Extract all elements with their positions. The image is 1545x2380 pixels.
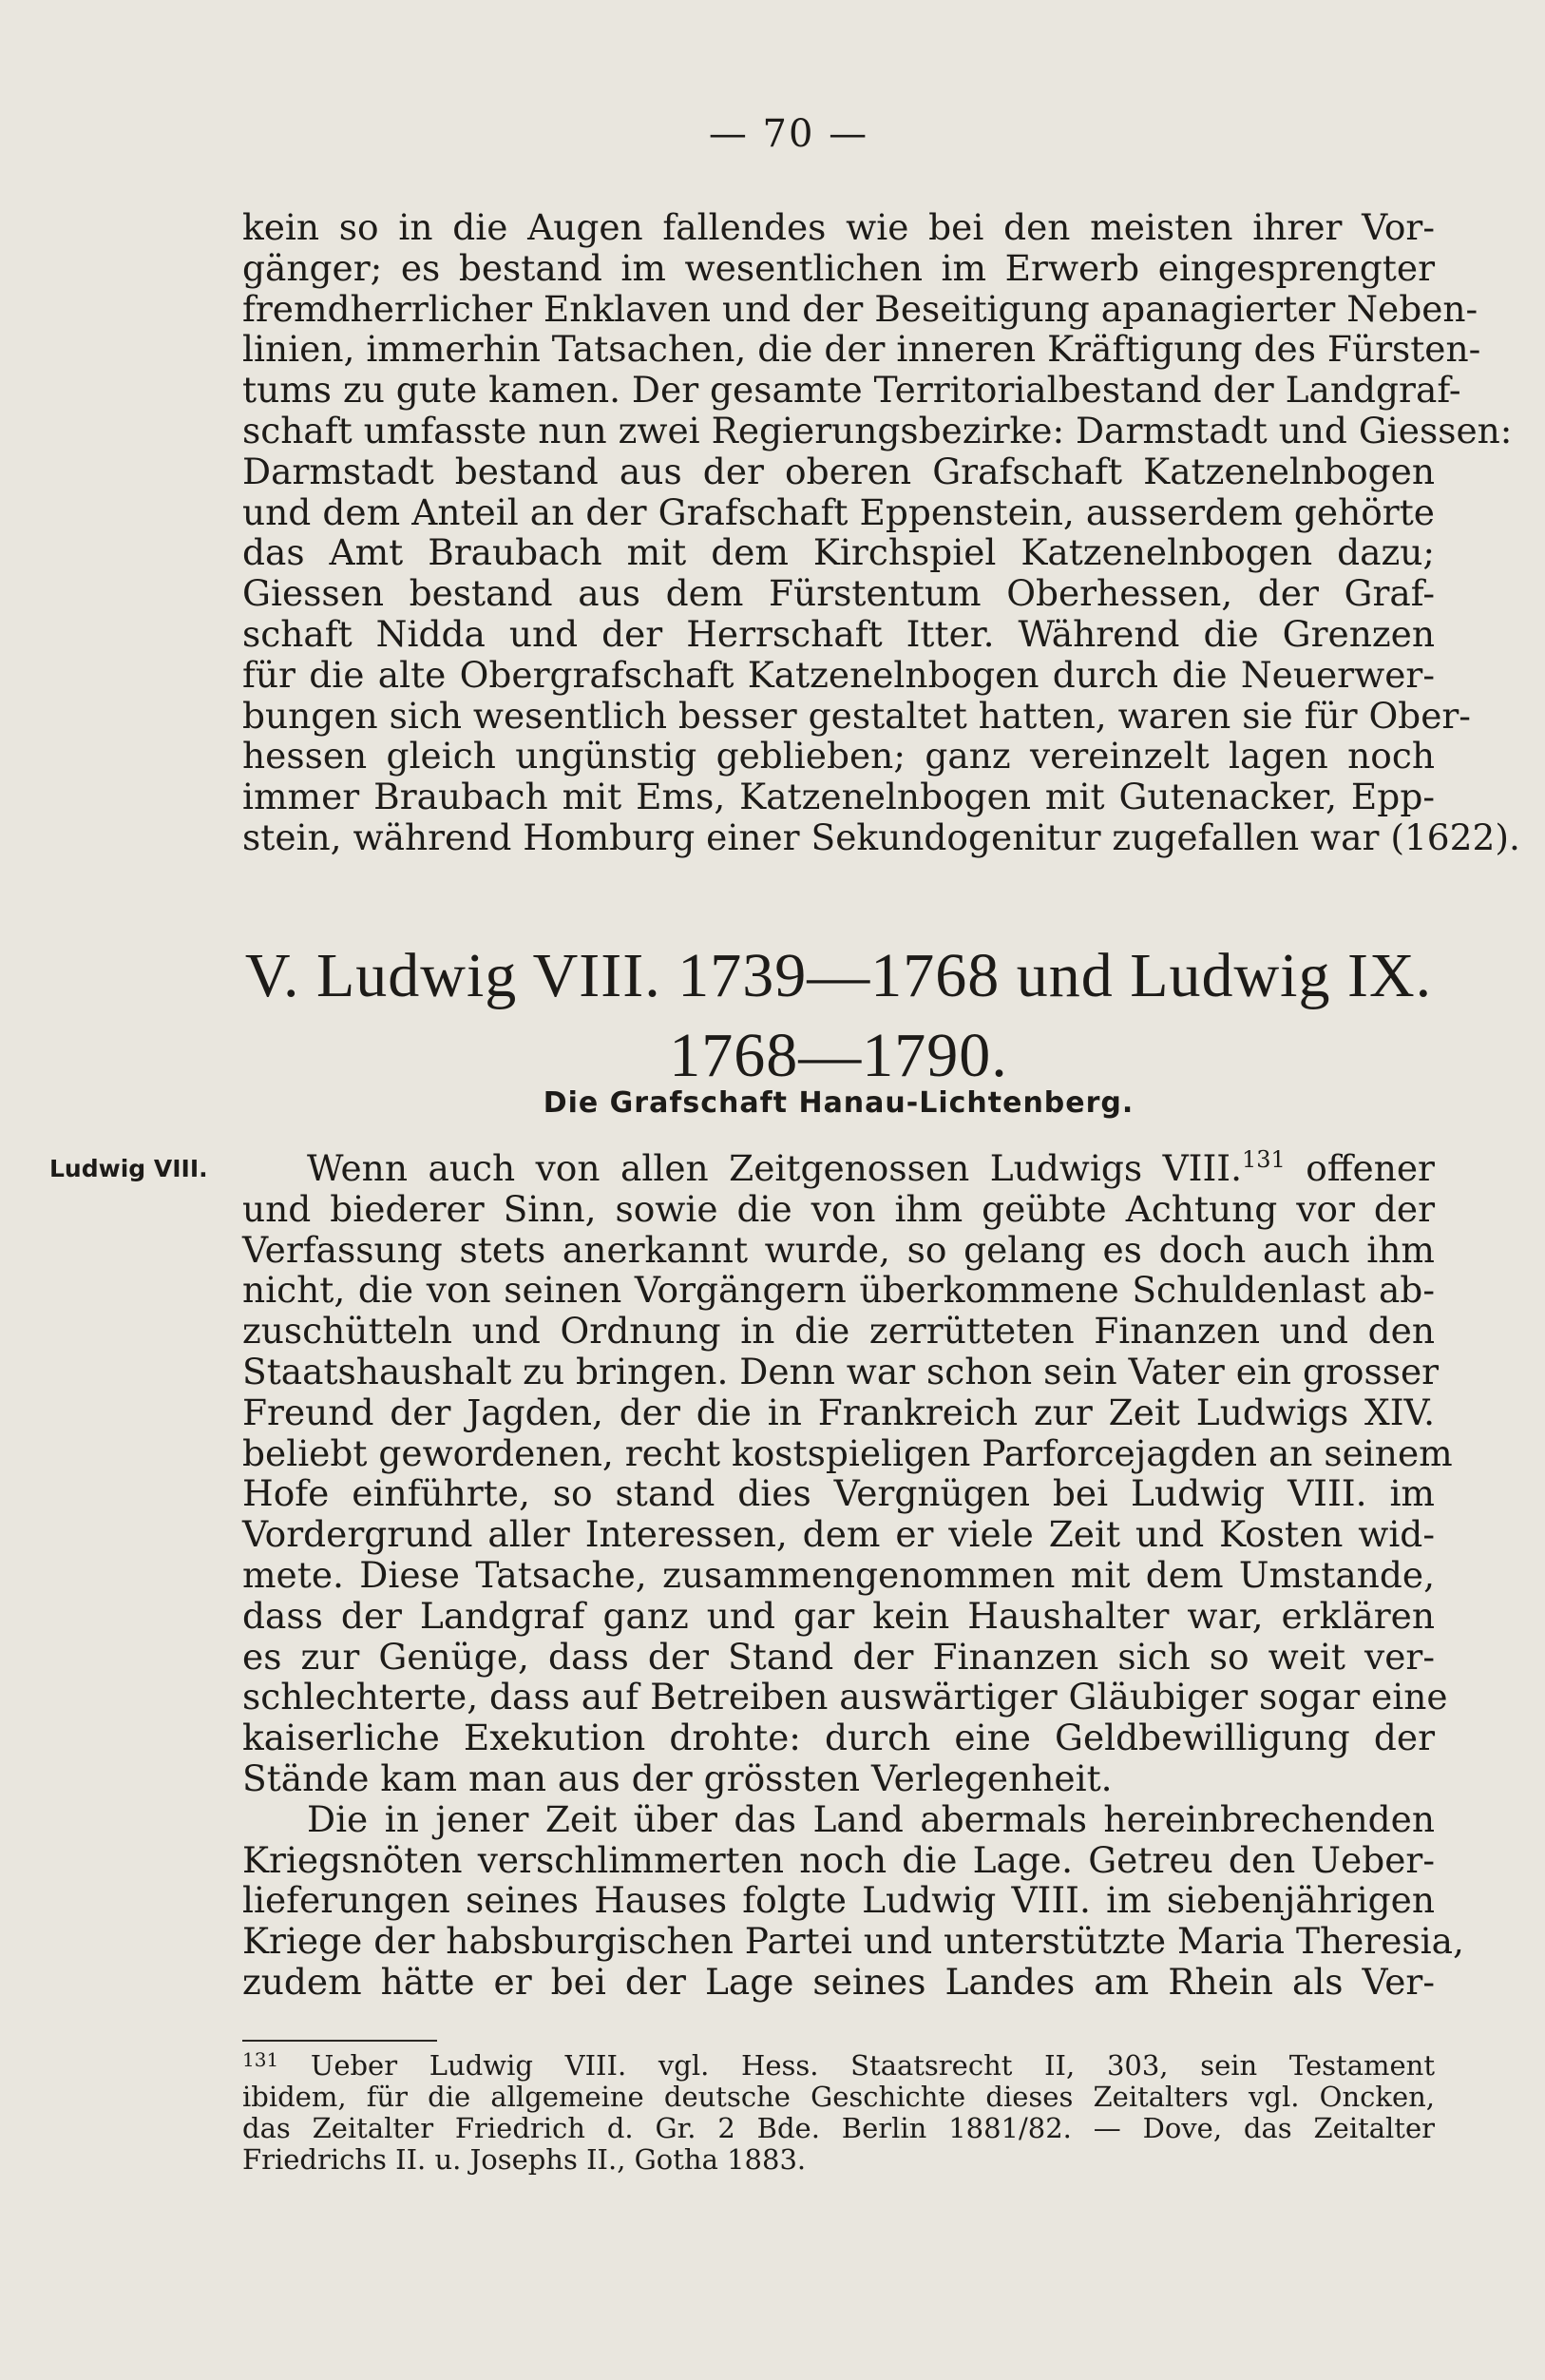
text-line: kein so in die Augen fallendes wie bei den meisten ihrer Vor- [242, 206, 1435, 248]
text-line: das Amt Braubach mit dem Kirchspiel Katzenelnbogen dazu; [242, 531, 1435, 574]
text-line: Hofe einführte, so stand dies Vergnügen bei Ludwig VIII. im [242, 1472, 1435, 1515]
text-line: Staatshaushalt zu bringen. Denn war schon sein Vater ein grosser [242, 1350, 1440, 1392]
text-line: es zur Genüge, dass der Stand der Finanzen sich so weit ver- [242, 1635, 1435, 1678]
text-line: Verfassung stets anerkannt wurde, so gelang es doch auch ihm [242, 1228, 1435, 1271]
footnote-line: das Zeitalter Friedrich d. Gr. 2 Bde. Berlin 1881/82. — Dove, das Zeitalter [242, 2112, 1435, 2144]
footnote-number: 131 [242, 2048, 279, 2071]
text-line: schlechterte, dass auf Betreiben auswärtiger Gläubiger sogar eine [242, 1676, 1448, 1718]
text-line: nicht, die von seinen Vorgängern überkommene Schuldenlast ab- [242, 1269, 1435, 1312]
text-line: fremdherrlicher Enklaven und der Beseitigung apanagierter Neben- [242, 287, 1478, 330]
text-line: Darmstadt bestand aus der oberen Grafschaft Katzenelnbogen [242, 450, 1435, 492]
text-line: Kriegsnöten verschlimmerten noch die Lage. Getreu den Ueber- [242, 1838, 1435, 1881]
text-line: zudem hätte er bei der Lage seines Landes am Rhein als Ver- [242, 1960, 1435, 2003]
text-line [242, 1148, 1435, 1189]
footnote-line: ibidem, für die allgemeine deutsche Geschichte dieses Zeitalters vgl. Oncken, [242, 2081, 1435, 2113]
text-line: Stände kam man aus der grössten Verlegenheit. [242, 1756, 1113, 1799]
footnote-line: Friedrichs II. u. Josephs II., Gotha 1883. [242, 2143, 807, 2176]
text-line: tums zu gute kamen. Der gesamte Territorialbestand der Landgraf- [242, 369, 1461, 412]
text-line: Kriege der habsburgischen Partei und unterstützte Maria Theresia, [242, 1920, 1464, 1963]
footnote-reference: 131 [1242, 1146, 1286, 1173]
text-segment: Wenn auch von allen Zeitgenossen Ludwigs VIII. [307, 1147, 1243, 1189]
footnote-line [242, 2050, 1435, 2082]
text-line: und biederer Sinn, sowie die von ihm geübte Achtung vor der [242, 1187, 1435, 1230]
text-line: hessen gleich ungünstig geblieben; ganz vereinzelt lagen noch [242, 735, 1435, 777]
footnote [242, 2050, 1435, 2176]
paragraph-1 [242, 206, 1520, 858]
paragraph-2 [242, 1146, 1464, 2003]
text-line: lieferungen seines Hauses folgte Ludwig VIII. im siebenjährigen [242, 1879, 1435, 1922]
text-line: für die alte Obergrafschaft Katzenelnbogen durch die Neuerwer- [242, 653, 1435, 696]
chapter-title-line-2: 1768—1790. [669, 1021, 1008, 1090]
footnote-divider [242, 2040, 437, 2042]
text-line: Freund der Jagden, der die in Frankreich zur Zeit Ludwigs XIV. [242, 1391, 1435, 1433]
text-segment: Ueber Ludwig VIII. vgl. Hess. Staatsrecht II, 303, sein Testament [278, 2049, 1435, 2082]
text-line: bungen sich wesentlich besser gestaltet hatten, waren sie für Ober- [242, 694, 1471, 737]
text-line: stein, während Homburg einer Sekundogenitur zugefallen war (1622). [242, 816, 1520, 858]
text-line: mete. Diese Tatsache, zusammengenommen mit dem Umstande, [242, 1553, 1435, 1596]
text-line: zuschütteln und Ordnung in die zerrütteten Finanzen und den [242, 1310, 1435, 1353]
text-line: Vordergrund aller Interessen, dem er viele Zeit und Kosten wid- [242, 1513, 1435, 1556]
text-line: schaft umfasste nun zwei Regierungsbezirke: Darmstadt und Giessen: [242, 409, 1513, 451]
text-line: immer Braubach mit Ems, Katzenelnbogen mit Gutenacker, Epp- [242, 776, 1435, 818]
text-line: schaft Nidda und der Herrschaft Itter. Während die Grenzen [242, 612, 1435, 655]
text-line: Giessen bestand aus dem Fürstentum Oberhessen, der Graf- [242, 572, 1435, 615]
text-line: gänger; es bestand im wesentlichen im Erwerb eingesprengter [242, 246, 1435, 289]
text-line: beliebt gewordenen, recht kostspieligen Parforcejagden an seinem [242, 1431, 1453, 1474]
text-line: kaiserliche Exekution drohte: durch eine Geldbewilligung der [242, 1717, 1435, 1759]
text-line: und dem Anteil an der Grafschaft Eppenstein, ausserdem gehörte [242, 490, 1435, 533]
chapter-title-line-1: V. Ludwig VIII. 1739—1768 und Ludwig IX. [244, 941, 1433, 1010]
text-line: Die in jener Zeit über das Land abermals hereinbrechenden [307, 1797, 1435, 1840]
page-number: — 70 — [708, 112, 869, 156]
section-title: Die Grafschaft Hanau-Lichtenberg. [543, 1086, 1135, 1120]
margin-note: Ludwig VIII. [49, 1155, 208, 1182]
text-segment: offener [1285, 1147, 1435, 1189]
text-line: dass der Landgraf ganz und gar kein Haushalter war, erklären [242, 1594, 1435, 1637]
text-line: linien, immerhin Tatsachen, die der inneren Kräftigung des Fürsten- [242, 328, 1481, 371]
chapter-title [242, 936, 1435, 1096]
